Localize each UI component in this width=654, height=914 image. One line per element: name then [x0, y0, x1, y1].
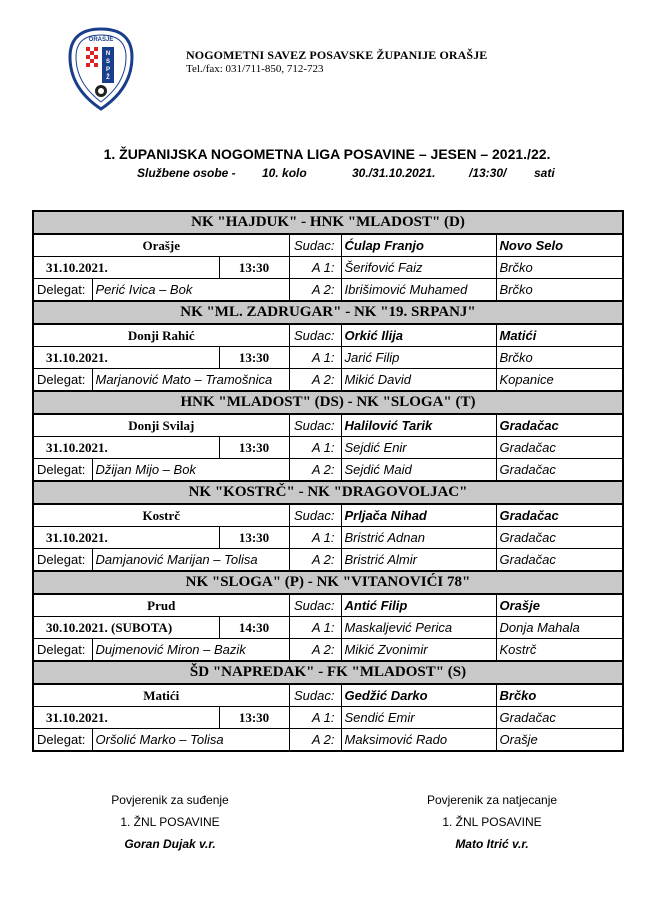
assistant1-city: Gradačac — [496, 707, 623, 729]
assistant1-label: A 1: — [289, 347, 341, 369]
assistant2-city: Gradačac — [496, 459, 623, 482]
assistant2-city: Orašje — [496, 729, 623, 752]
match-venue-row — [33, 504, 623, 527]
match-delegate-row — [33, 369, 623, 392]
referee-label: Sudac: — [289, 684, 341, 707]
organization-name: NOGOMETNI SAVEZ POSAVSKE ŽUPANIJE ORAŠJE — [186, 48, 488, 62]
svg-text:ORAŠJE: ORAŠJE — [88, 37, 114, 43]
match-date: 31.10.2021. — [33, 707, 219, 729]
assistant1-label: A 1: — [289, 617, 341, 639]
svg-text:S: S — [105, 59, 111, 65]
delegate-label: Delegat: — [33, 459, 92, 482]
match-date-row — [33, 617, 623, 639]
match-venue-row — [33, 684, 623, 707]
match-venue-row — [33, 234, 623, 257]
match-venue: Prud — [33, 594, 289, 617]
match-time: 13:30 — [219, 527, 289, 549]
contact-info: Tel./fax: 031/711-850, 712-723 — [186, 63, 324, 75]
delegate-label: Delegat: — [33, 369, 92, 392]
match-teams: ŠD "NAPREDAK" - FK "MLADOST" (S) — [33, 661, 623, 684]
match-date-row — [33, 707, 623, 729]
referee-city: Brčko — [496, 684, 623, 707]
match-header-row — [33, 661, 623, 684]
referee-label: Sudac: — [289, 234, 341, 257]
assistant1-label: A 1: — [289, 527, 341, 549]
referee-label: Sudac: — [289, 594, 341, 617]
referee-name: Antić Filip — [341, 594, 496, 617]
match-delegate-row — [33, 459, 623, 482]
delegate-name: Damjanović Marijan – Tolisa — [92, 549, 289, 572]
referee-label: Sudac: — [289, 324, 341, 347]
delegate-name: Perić Ivica – Bok — [92, 279, 289, 302]
match-time: 13:30 — [219, 257, 289, 279]
referee-label: Sudac: — [289, 414, 341, 437]
match-header-row — [33, 571, 623, 594]
signature-left — [60, 789, 280, 855]
match-date: 31.10.2021. — [33, 437, 219, 459]
assistant2-label: A 2: — [289, 639, 341, 662]
referee-city: Novo Selo — [496, 234, 623, 257]
match-venue: Donji Rahić — [33, 324, 289, 347]
nspz-logo — [68, 27, 134, 111]
signature-left-name: Goran Dujak v.r. — [124, 837, 216, 851]
assistant2-label: A 2: — [289, 369, 341, 392]
assistant1-label: A 1: — [289, 437, 341, 459]
assistant2-city: Gradačac — [496, 549, 623, 572]
assistant2-name: Sejdić Maid — [341, 459, 496, 482]
assistant2-label: A 2: — [289, 729, 341, 752]
signature-right-role: Povjerenik za natjecanje — [426, 793, 558, 807]
match-date: 31.10.2021. — [33, 347, 219, 369]
signature-left-league: 1. ŽNL POSAVINE — [120, 815, 220, 829]
referee-name: Orkić Ilija — [341, 324, 496, 347]
svg-text:Ž: Ž — [106, 75, 110, 81]
assistant2-name: Mikić David — [341, 369, 496, 392]
match-venue-row — [33, 594, 623, 617]
assistant1-label: A 1: — [289, 707, 341, 729]
match-delegate-row — [33, 549, 623, 572]
match-date-row — [33, 257, 623, 279]
match-header-row — [33, 301, 623, 324]
match-venue-row — [33, 324, 623, 347]
delegate-label: Delegat: — [33, 639, 92, 662]
match-teams: HNK "MLADOST" (DS) - NK "SLOGA" (T) — [33, 391, 623, 414]
match-delegate-row — [33, 279, 623, 302]
assistant2-label: A 2: — [289, 549, 341, 572]
referee-city: Orašje — [496, 594, 623, 617]
assistant1-city: Brčko — [496, 347, 623, 369]
referee-city: Gradačac — [496, 504, 623, 527]
delegate-label: Delegat: — [33, 279, 92, 302]
match-teams: NK "HAJDUK" - HNK "MLADOST" (D) — [33, 211, 623, 234]
signature-right-league: 1. ŽNL POSAVINE — [442, 815, 542, 829]
signature-left-role: Povjerenik za suđenje — [111, 793, 229, 807]
match-date: 31.10.2021. — [33, 257, 219, 279]
assistant1-name: Bristrić Adnan — [341, 527, 496, 549]
match-teams: NK "SLOGA" (P) - NK "VITANOVIĆI 78" — [33, 571, 623, 594]
match-venue: Kostrč — [33, 504, 289, 527]
delegate-label: Delegat: — [33, 729, 92, 752]
match-delegate-row — [33, 729, 623, 752]
officials-table — [32, 210, 624, 752]
signature-right — [382, 789, 602, 855]
assistant1-city: Brčko — [496, 257, 623, 279]
referee-city: Gradačac — [496, 414, 623, 437]
assistant1-name: Šerifović Faiz — [341, 257, 496, 279]
assistant2-city: Kopanice — [496, 369, 623, 392]
assistant1-name: Sejdić Enir — [341, 437, 496, 459]
document-title: 1. ŽUPANIJSKA NOGOMETNA LIGA POSAVINE – JESEN – 2021./22. — [103, 146, 551, 162]
match-venue: Donji Svilaj — [33, 414, 289, 437]
match-delegate-row — [33, 639, 623, 662]
assistant1-city: Donja Mahala — [496, 617, 623, 639]
match-header-row — [33, 211, 623, 234]
match-time: 13:30 — [219, 437, 289, 459]
referee-label: Sudac: — [289, 504, 341, 527]
assistant2-city: Brčko — [496, 279, 623, 302]
assistant2-label: A 2: — [289, 459, 341, 482]
assistant1-name: Jarić Filip — [341, 347, 496, 369]
assistant1-name: Sendić Emir — [341, 707, 496, 729]
subtitle-label: Službene osobe - — [137, 166, 236, 180]
match-time: 13:30 — [219, 347, 289, 369]
subtitle-time: /13:30/ — [469, 166, 507, 180]
delegate-name: Marjanović Mato – Tramošnica — [92, 369, 289, 392]
match-venue: Orašje — [33, 234, 289, 257]
match-time: 14:30 — [219, 617, 289, 639]
svg-text:P: P — [105, 67, 111, 73]
signature-right-name: Mato Itrić v.r. — [455, 837, 529, 851]
match-venue-row — [33, 414, 623, 437]
subtitle-round: 10. kolo — [262, 166, 307, 180]
assistant2-name: Maksimović Rado — [341, 729, 496, 752]
assistant1-city: Gradačac — [496, 437, 623, 459]
match-teams: NK "KOSTRČ" - NK "DRAGOVOLJAC" — [33, 481, 623, 504]
match-date-row — [33, 347, 623, 369]
assistant2-name: Ibrišimović Muhamed — [341, 279, 496, 302]
assistant2-name: Mikić Zvonimir — [341, 639, 496, 662]
match-date: 31.10.2021. — [33, 527, 219, 549]
delegate-name: Dujmenović Miron – Bazik — [92, 639, 289, 662]
referee-name: Gedžić Darko — [341, 684, 496, 707]
referee-name: Halilović Tarik — [341, 414, 496, 437]
match-date-row — [33, 527, 623, 549]
assistant1-city: Gradačac — [496, 527, 623, 549]
match-teams: NK "ML. ZADRUGAR" - NK "19. SRPANJ" — [33, 301, 623, 324]
match-header-row — [33, 391, 623, 414]
referee-name: Ćulap Franjo — [341, 234, 496, 257]
match-date-row — [33, 437, 623, 459]
subtitle-dates: 30./31.10.2021. — [352, 166, 436, 180]
match-venue: Matići — [33, 684, 289, 707]
match-header-row — [33, 481, 623, 504]
match-time: 13:30 — [219, 707, 289, 729]
svg-text:N: N — [105, 51, 111, 57]
assistant2-name: Bristrić Almir — [341, 549, 496, 572]
delegate-name: Oršolić Marko – Tolisa — [92, 729, 289, 752]
subtitle-unit: sati — [534, 166, 555, 180]
referee-name: Prljača Nihad — [341, 504, 496, 527]
match-date: 30.10.2021. (SUBOTA) — [33, 617, 219, 639]
assistant1-name: Maskaljević Perica — [341, 617, 496, 639]
assistant2-label: A 2: — [289, 279, 341, 302]
delegate-name: Džijan Mijo – Bok — [92, 459, 289, 482]
referee-city: Matići — [496, 324, 623, 347]
assistant1-label: A 1: — [289, 257, 341, 279]
assistant2-city: Kostrč — [496, 639, 623, 662]
delegate-label: Delegat: — [33, 549, 92, 572]
